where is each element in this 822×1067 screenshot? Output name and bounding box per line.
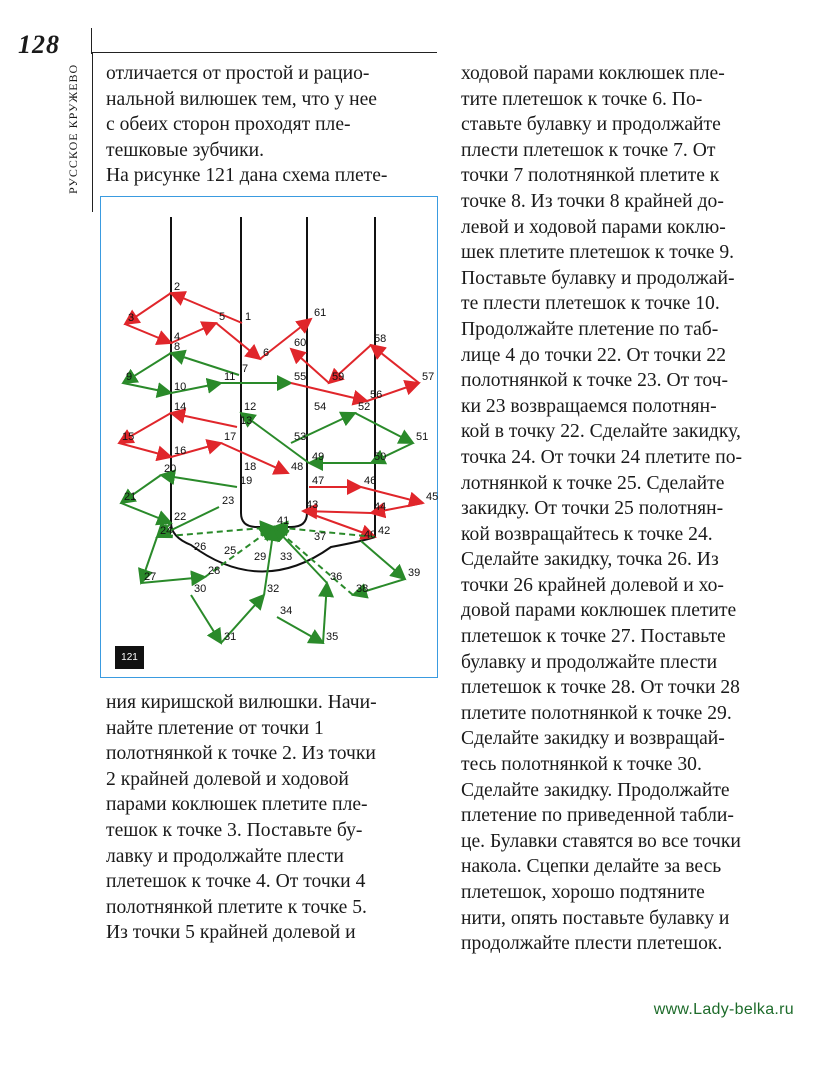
text-line: Поставьте булавку и продолжай-	[461, 267, 735, 289]
text-line: тите плетешок к точке 6. По-	[461, 88, 703, 110]
running-head: РУССКОЕ КРУЖЕВО	[66, 64, 80, 195]
text-line: плетешок к точке 4. От точки 4	[106, 871, 366, 893]
point-label: 30	[194, 583, 207, 595]
text-line: Продолжайте плетение по таб-	[461, 318, 719, 340]
green-arrow	[277, 617, 323, 643]
point-label: 44	[374, 501, 387, 513]
text-line: кой возвращайтесь к точке 24.	[461, 523, 713, 545]
text-line: лице 4 до точки 22. От точки 22	[461, 344, 727, 366]
point-label: 24	[160, 525, 173, 537]
point-label: 19	[240, 475, 253, 487]
point-label: 12	[244, 401, 257, 413]
right-column	[461, 61, 799, 957]
point-label: 10	[174, 381, 187, 393]
green-arrow	[123, 383, 171, 393]
text-line: ставьте булавку и продолжайте	[461, 114, 721, 136]
point-label: 51	[416, 431, 429, 443]
point-label: 49	[312, 451, 325, 463]
point-label: 16	[174, 445, 187, 457]
point-label: 34	[280, 605, 293, 617]
page-number: 128	[18, 30, 60, 59]
point-label: 13	[240, 415, 253, 427]
text-line: тешок к точке 3. Поставьте бу-	[106, 819, 363, 841]
point-label: 18	[244, 461, 257, 473]
point-label: 15	[122, 431, 135, 443]
text-line: шек плетите плетешок к точке 9.	[461, 242, 735, 264]
point-label: 5	[219, 311, 226, 323]
text-line: нити, опять поставьте булавку и	[461, 907, 730, 929]
pillar-outline-outer	[171, 217, 375, 572]
red-arrow	[171, 293, 242, 323]
point-label: 54	[314, 401, 327, 413]
red-arrow	[361, 487, 423, 503]
point-label: 29	[254, 551, 267, 563]
point-label: 42	[378, 525, 391, 537]
text-line: продолжайте плести плетешок.	[461, 933, 723, 955]
green-arrow	[161, 475, 237, 487]
point-label: 60	[294, 337, 307, 349]
point-label: 27	[144, 571, 157, 583]
point-label: 35	[326, 631, 339, 643]
text-line: Сделайте закидку, точка 26. Из	[461, 549, 719, 571]
point-label: 39	[408, 567, 421, 579]
text-line: нальной вилюшек тем, что у нее	[106, 88, 377, 110]
text-line: лотнянкой к точке 25. Сделайте	[461, 472, 725, 494]
point-label: 38	[356, 583, 369, 595]
point-label: 40	[364, 529, 377, 541]
point-label: 26	[194, 541, 207, 553]
text-line: парами коклюшек плетите пле-	[106, 794, 368, 816]
margin-rule	[92, 52, 93, 212]
text-line: тешковые зубчики.	[106, 139, 265, 161]
text-line: плетешок, хорошо подтяните	[461, 882, 705, 903]
point-label: 2	[174, 281, 181, 293]
point-label: 43	[306, 499, 319, 511]
text-line: полотнянкой плетите к точке 5.	[106, 896, 367, 918]
point-label: 48	[291, 461, 304, 473]
red-arrow	[171, 413, 237, 427]
text-line: с обеих сторон проходят пле-	[106, 114, 351, 136]
left-column-top	[106, 61, 444, 189]
point-label: 55	[294, 371, 307, 383]
point-label: 28	[208, 565, 221, 577]
text-line: точке 8. Из точки 8 крайней до-	[461, 190, 724, 212]
point-label: 58	[374, 333, 387, 345]
point-label: 37	[314, 531, 327, 543]
text-line: На рисунке 121 дана схема плете-	[106, 165, 388, 187]
text-line: плетите полотнянкой к точке 29.	[461, 702, 732, 724]
text-line: Сделайте закидку и возвращай-	[461, 728, 725, 750]
point-label: 57	[422, 371, 435, 383]
point-label: 45	[426, 491, 439, 503]
text-line: точки 26 крайней долевой и хо-	[461, 574, 724, 596]
point-label: 50	[374, 451, 387, 463]
point-label: 20	[164, 463, 177, 475]
text-line: довой парами коклюшек плетите	[461, 600, 737, 622]
point-label: 61	[314, 307, 327, 319]
text-line: точка 24. От точки 24 плетите по-	[461, 446, 743, 468]
green-arrow	[191, 595, 221, 643]
point-label: 4	[174, 331, 181, 343]
figure-121-diagram	[100, 196, 438, 678]
red-arrow	[125, 324, 171, 343]
figure-number: 121	[115, 646, 144, 669]
text-line: Сделайте закидку. Продолжайте	[461, 779, 730, 801]
green-arrow	[355, 413, 413, 443]
text-line: плетешок к точке 28. От точки 28	[461, 677, 740, 699]
text-line: Из точки 5 крайней долевой и	[106, 922, 356, 944]
point-label: 56	[370, 389, 383, 401]
text-line: плетешок к точке 27. Поставьте	[461, 626, 726, 648]
header-rule	[92, 52, 437, 53]
point-label: 41	[277, 515, 290, 527]
text-line: накола. Сцепки делайте за весь	[461, 856, 722, 878]
point-label: 17	[224, 431, 237, 443]
point-label: 21	[124, 491, 137, 503]
text-line: отличается от простой и рацио-	[106, 63, 370, 84]
point-label: 31	[224, 631, 237, 643]
point-label: 53	[294, 431, 307, 443]
green-arrow	[361, 541, 405, 579]
text-line: закидку. От точки 25 полотнян-	[461, 498, 724, 520]
point-label: 33	[280, 551, 293, 563]
text-line: 2 крайней долевой и ходовой	[106, 768, 349, 790]
text-line: плести плетешок к точке 7. От	[461, 139, 716, 161]
text-line: лавку и продолжайте плести	[106, 845, 344, 867]
point-label: 3	[128, 312, 135, 324]
lace-pattern-diagram	[101, 197, 439, 676]
green-arrow	[121, 503, 171, 523]
text-line: полотнянкой к точке 2. Из точки	[106, 743, 376, 765]
point-label: 46	[364, 475, 377, 487]
text-line: тесь полотнянкой к точке 30.	[461, 754, 702, 776]
point-label: 11	[224, 371, 236, 383]
point-label: 59	[332, 371, 345, 383]
point-label: 52	[358, 401, 371, 413]
red-arrow	[119, 443, 171, 457]
point-label: 9	[126, 371, 133, 383]
text-line: плетение по приведенной табли-	[461, 805, 734, 827]
point-label: 32	[267, 583, 280, 595]
text-line: левой и ходовой парами коклю-	[461, 216, 726, 238]
red-arrow	[303, 511, 371, 513]
point-label: 7	[242, 363, 249, 375]
text-line: ки 23 возвращаемся полотнян-	[461, 395, 717, 417]
red-arrow	[216, 323, 260, 359]
point-label: 47	[312, 475, 325, 487]
point-label: 23	[222, 495, 235, 507]
text-line: те плести плетешок к точке 10.	[461, 293, 720, 315]
point-label: 25	[224, 545, 237, 557]
point-label: 14	[174, 401, 187, 413]
point-label: 8	[174, 341, 181, 353]
text-line: це. Булавки ставятся во все точки	[461, 830, 741, 852]
text-line: ния киришской вилюшки. Начи-	[106, 692, 377, 713]
red-arrow	[371, 345, 419, 383]
left-column-bottom	[106, 690, 444, 946]
text-line: ходовой парами коклюшек пле-	[461, 63, 725, 84]
point-label: 36	[330, 571, 343, 583]
point-label: 6	[263, 347, 270, 359]
text-line: найте плетение от точки 1	[106, 717, 324, 739]
footer-website-link[interactable]: www.Lady-belka.ru	[653, 1001, 794, 1018]
text-line: полотнянкой к точке 23. От точ-	[461, 370, 729, 392]
point-label: 1	[245, 311, 252, 323]
text-line: кой в точку 22. Сделайте закидку,	[461, 421, 741, 443]
text-line: точки 7 полотнянкой плетите к	[461, 165, 720, 187]
point-label: 22	[174, 511, 187, 523]
red-arrow	[291, 383, 367, 401]
text-line: булавку и продолжайте плести	[461, 651, 718, 673]
page-number-divider	[91, 28, 92, 54]
